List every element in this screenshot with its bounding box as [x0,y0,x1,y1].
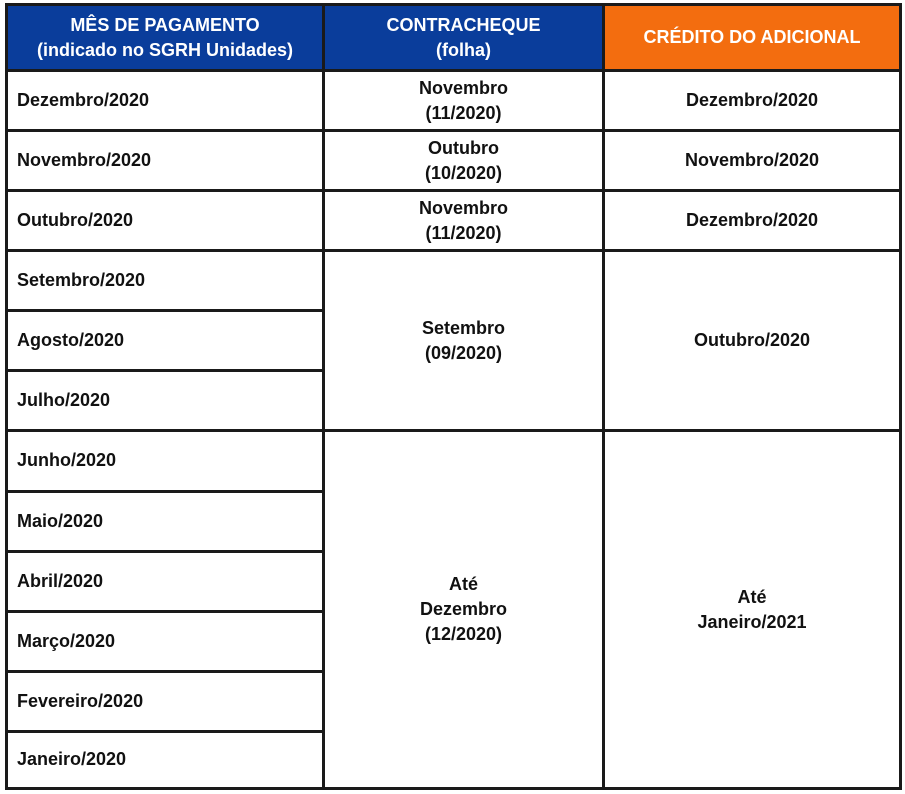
credit-group-cell [602,429,902,790]
month-cell: Julho/2020 [5,369,322,429]
month-cell: Fevereiro/2020 [5,670,322,730]
payment-schedule-table [5,3,902,790]
month-cell: Janeiro/2020 [5,730,322,790]
header-paycheck-subtitle: (folha) [436,39,491,60]
month-cell: Junho/2020 [5,429,322,489]
table-row [5,69,902,129]
table-row [5,189,902,249]
credit-cell: Novembro/2020 [602,129,902,189]
month-cell: Março/2020 [5,610,322,670]
paycheck-group-cell [322,249,602,429]
paycheck-cell [322,69,602,129]
paycheck-code: (12/2020) [424,624,503,645]
month-cell: Agosto/2020 [5,309,322,369]
paycheck-code: (10/2020) [424,162,503,183]
header-payment-month-title: MÊS DE PAGAMENTO [70,14,260,35]
table-row [5,249,902,309]
paycheck-code: (09/2020) [424,342,503,363]
paycheck-month: Novembro [418,197,508,218]
month-cell: Novembro/2020 [5,129,322,189]
paycheck-month: Dezembro [419,599,508,620]
month-cell: Maio/2020 [5,490,322,550]
paycheck-cell [322,129,602,189]
header-credit-title: CRÉDITO DO ADICIONAL [643,27,861,48]
header-payment-month-subtitle: (indicado no SGRH Unidades) [36,39,293,60]
table-row [5,429,902,489]
paycheck-cell [322,189,602,249]
paycheck-month: Setembro [421,317,506,338]
credit-month: Janeiro/2021 [697,611,807,632]
table-row [5,129,902,189]
paycheck-code: (11/2020) [425,222,502,243]
header-credit [602,3,902,69]
credit-cell: Dezembro/2020 [602,69,902,129]
paycheck-month: Outubro [428,137,499,158]
header-paycheck [322,3,602,69]
month-cell: Outubro/2020 [5,189,322,249]
paycheck-prefix: Até [448,574,478,595]
month-cell: Setembro/2020 [5,249,322,309]
paycheck-code: (11/2020) [425,102,502,123]
payment-schedule-container [5,3,902,790]
month-cell: Dezembro/2020 [5,69,322,129]
header-payment-month [5,3,322,69]
table-header-row [5,3,902,69]
month-cell: Abril/2020 [5,550,322,610]
header-paycheck-title: CONTRACHEQUE [386,14,541,35]
credit-group-cell: Outubro/2020 [602,249,902,429]
paycheck-group-cell [322,429,602,790]
paycheck-month: Novembro [418,77,508,98]
credit-prefix: Até [737,586,767,607]
credit-cell: Dezembro/2020 [602,189,902,249]
